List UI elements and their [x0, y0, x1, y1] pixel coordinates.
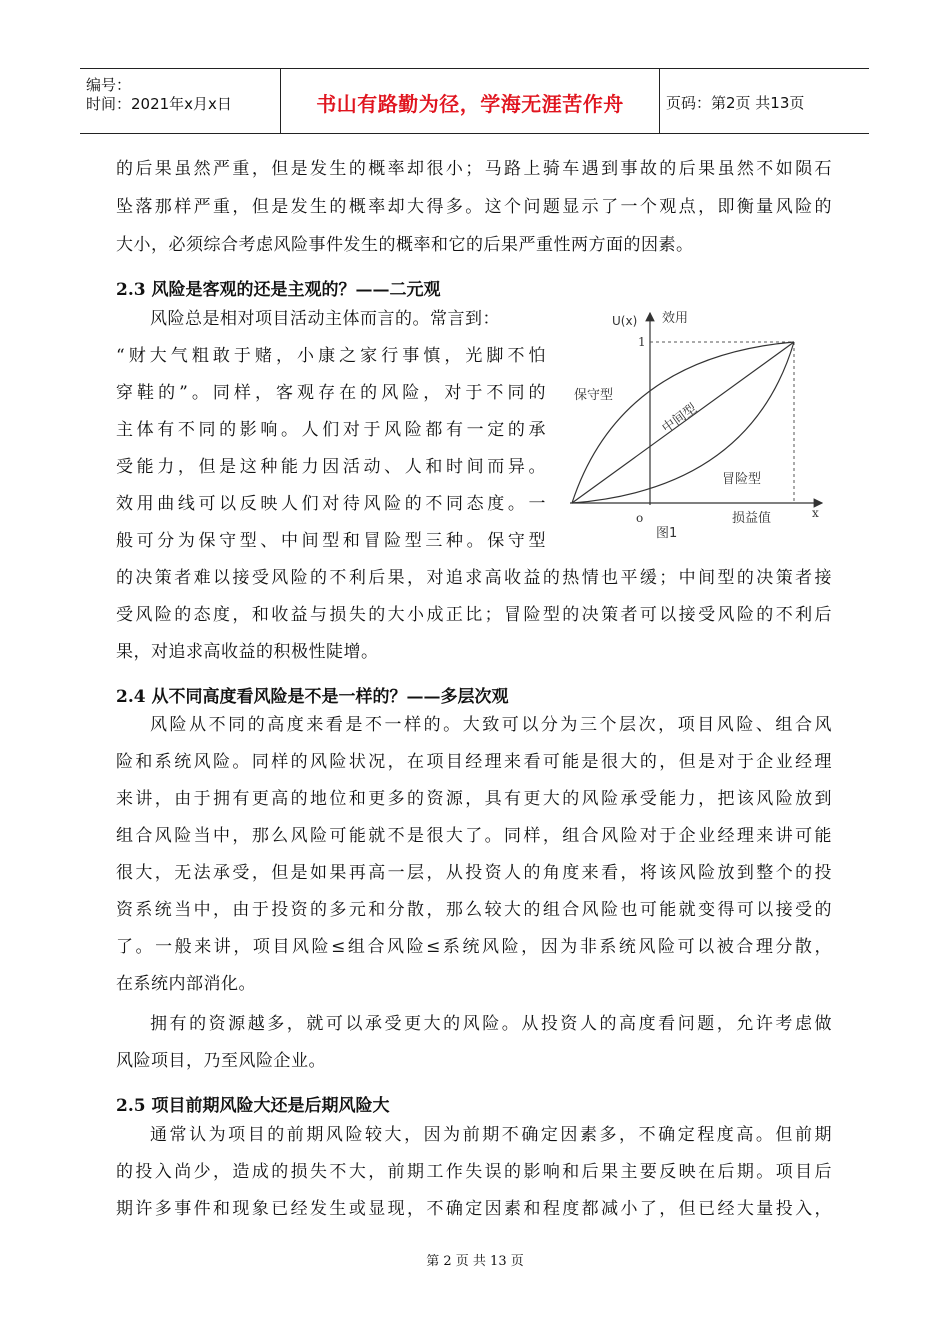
text-line: “财大气粗敢于赌，小康之家行事慎，光脚不怕	[116, 346, 546, 366]
header-page-cell	[658, 69, 869, 133]
text-line: 资系统当中，由于投资的多元和分散，那么较大的组合风险也可能就变得可以接受的	[116, 900, 832, 920]
text-line: 穿鞋的”。同样，客观存在的风险，对于不同的	[116, 383, 546, 403]
page-header	[80, 68, 869, 134]
label-risky: 冒险型	[722, 472, 762, 487]
text-line: 组合风险当中，那么风险可能就不是很大了。同样，组合风险对于企业经理来讲可能	[116, 826, 832, 846]
text-line: 在系统内部消化。	[116, 974, 256, 994]
header-motto-cell	[280, 69, 660, 133]
text-line: 通常认为项目的前期风险较大，因为前期不确定因素多，不确定程度高。但前期	[150, 1125, 832, 1145]
page-number-label: 页码：第2页 共13页	[666, 94, 805, 112]
y-axis-title: 效用	[662, 311, 689, 326]
text-line: 很大，无法承受，但是如果再高一层，从投资人的角度来看，将该风险放到整个的投	[116, 863, 832, 883]
text-line: 的决策者难以接受风险的不利后果，对追求高收益的热情也平缓；中间型的决策者接	[116, 568, 832, 588]
label-conservative: 保守型	[574, 388, 614, 403]
section-heading-2-3: 2.3 风险是客观的还是主观的？——二元观	[116, 280, 441, 300]
x-axis-title: 损益值	[732, 511, 772, 526]
utility-curve-figure	[560, 305, 840, 545]
text-line: 了。一般来讲，项目风险≤组合风险≤系统风险，因为非系统风险可以被合理分散，	[116, 937, 832, 957]
header-info-cell	[80, 69, 280, 133]
text-line: 来讲，由于拥有更高的地位和更多的资源，具有更大的风险承受能力，把该风险放到	[116, 789, 832, 809]
x-axis-label: x	[812, 506, 819, 520]
text-line: 风险总是相对项目活动主体而言的。常言到：	[150, 309, 500, 329]
section-heading-2-4: 2.4 从不同高度看风险是不是一样的？——多层次观	[116, 687, 509, 707]
text-line: 风险从不同的高度来看是不一样的。大致可以分为三个层次，项目风险、组合风	[150, 715, 832, 735]
date-label: 时间：2021年x月x日	[86, 95, 232, 113]
figure-caption: 图1	[656, 526, 678, 541]
y-axis-label: U(x)	[612, 314, 638, 328]
text-line: 般可分为保守型、中间型和冒险型三种。保守型	[116, 531, 546, 551]
page-footer: 第 2 页 共 13 页	[426, 1254, 524, 1269]
text-line: 坠落那样严重，但是发生的概率却大得多。这个问题显示了一个观点，即衡量风险的	[116, 197, 832, 217]
text-line: 拥有的资源越多，就可以承受更大的风险。从投资人的高度看问题，允许考虑做	[150, 1014, 832, 1034]
text-line: 受能力，但是这种能力因活动、人和时间而异。	[116, 457, 546, 477]
origin-label: o	[636, 511, 644, 525]
text-line: 果，对追求高收益的积极性陡增。	[116, 642, 379, 662]
text-line: 主体有不同的影响。人们对于风险都有一定的承	[116, 420, 546, 440]
text-line: 的后果虽然严重，但是发生的概率却很小；马路上骑车遇到事故的后果虽然不如陨石	[116, 159, 832, 179]
text-line: 期许多事件和现象已经发生或显现，不确定因素和程度都减小了，但已经大量投入，	[116, 1199, 832, 1219]
label-neutral: 中间型	[659, 401, 700, 437]
motto: 书山有路勤为径，学海无涯苦作舟	[316, 92, 624, 116]
tick-label-one: 1	[638, 335, 646, 349]
text-line: 风险项目，乃至风险企业。	[116, 1051, 326, 1071]
text-line: 受风险的态度，和收益与损失的大小成正比；冒险型的决策者可以接受风险的不利后	[116, 605, 832, 625]
text-line: 大小，必须综合考虑风险事件发生的概率和它的后果严重性两方面的因素。	[116, 235, 694, 255]
text-line: 效用曲线可以反映人们对待风险的不同态度。一	[116, 494, 546, 514]
text-line: 险和系统风险。同样的风险状况，在项目经理来看可能是很大的，但是对于企业经理	[116, 752, 832, 772]
text-line: 的投入尚少，造成的损失不大，前期工作失误的影响和后果主要反映在后期。项目后	[116, 1162, 832, 1182]
section-heading-2-5: 2.5 项目前期风险大还是后期风险大	[116, 1096, 390, 1116]
document-number-label: 编号：	[86, 76, 132, 94]
